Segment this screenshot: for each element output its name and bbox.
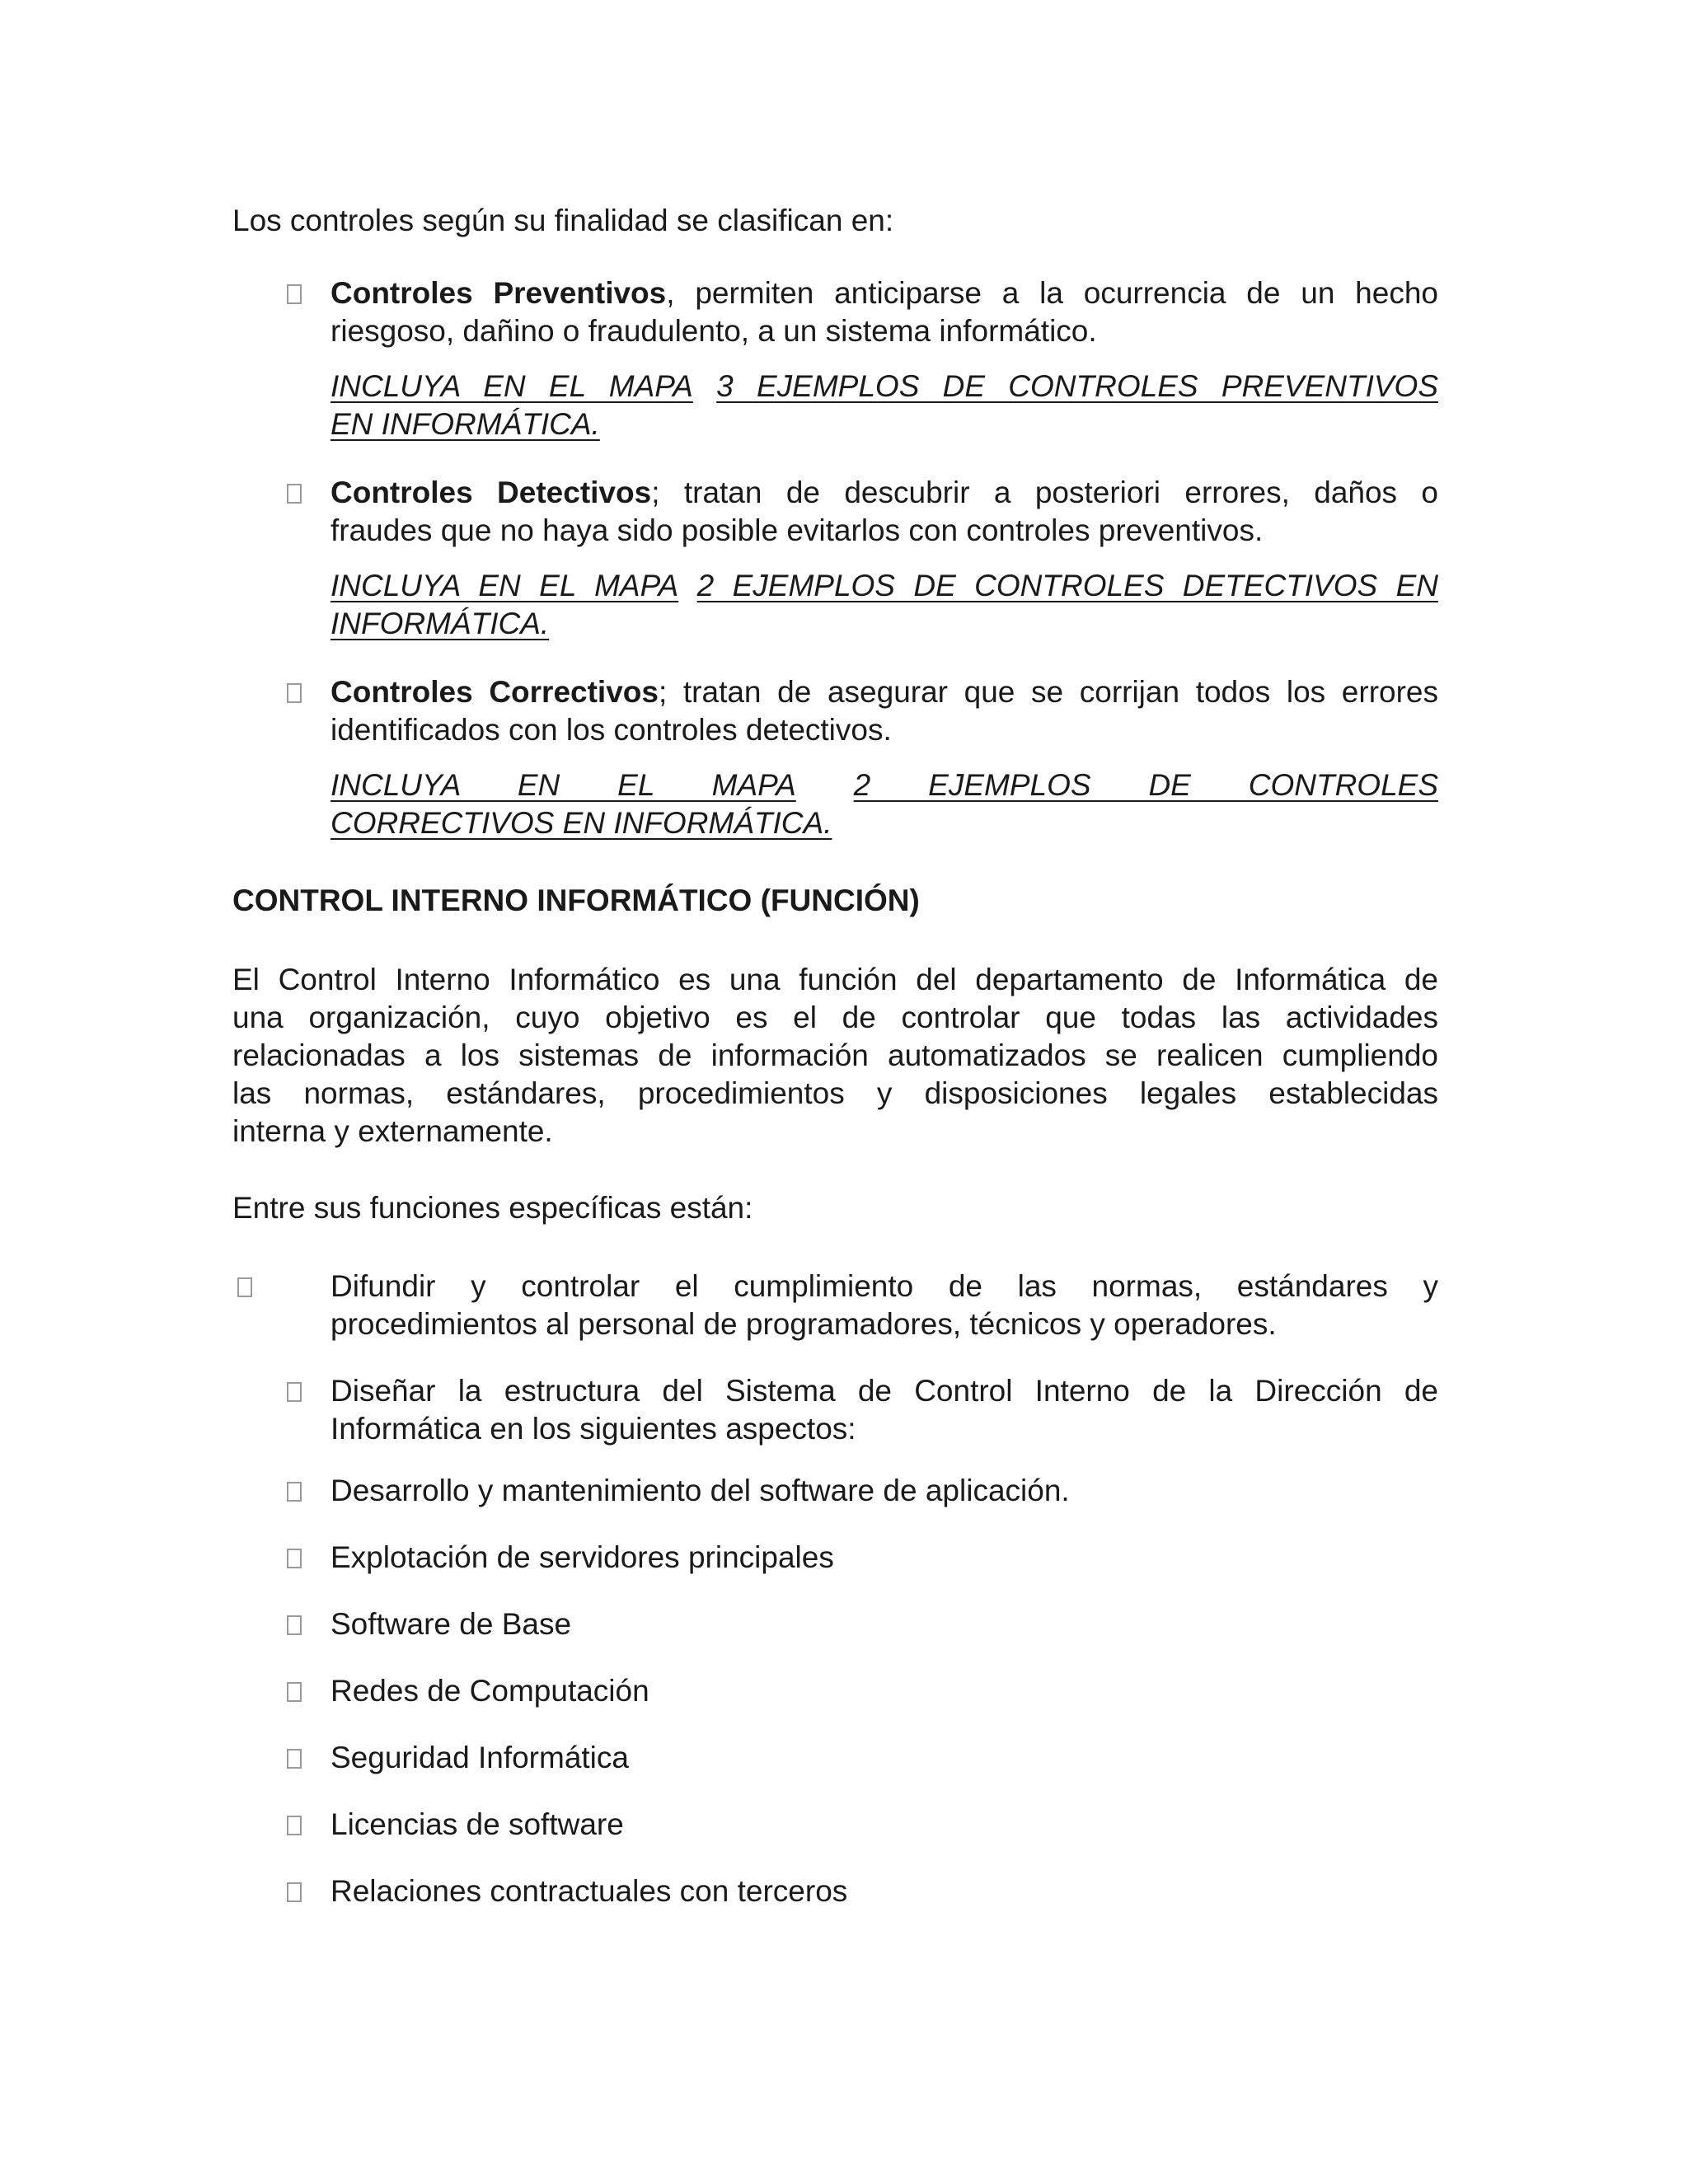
section-heading: CONTROL INTERNO INFORMÁTICO (FUNCIÓN) xyxy=(232,883,920,917)
detectivos-term: Controles Detectivos xyxy=(331,476,652,509)
preventivos-task-c: EN INFORMÁTICA. xyxy=(331,407,600,441)
checkbox-bullet-icon xyxy=(287,1749,302,1769)
correctivos-line1-text: ; tratan de asegurar que se corrijan todos los errores xyxy=(658,675,1439,709)
preventivos-task-a: INCLUYA EN EL MAPA xyxy=(331,369,693,403)
paragraph-line: El Control Interno Informático es una función del departamento de Informática de xyxy=(232,963,1438,996)
checkbox-bullet-icon xyxy=(287,1382,302,1402)
correctivos-task-c: CORRECTIVOS EN INFORMÁTICA. xyxy=(331,806,832,840)
correctivos-term: Controles Correctivos xyxy=(331,675,659,709)
detectivos-task-line1 xyxy=(331,567,1438,605)
aspect-item: Redes de Computación xyxy=(331,1674,649,1708)
checkbox-bullet-icon xyxy=(287,1882,302,1902)
correctivos-task-line1 xyxy=(331,766,1438,804)
detectivos-line2: fraudes que no haya sido posible evitarlos con controles preventivos. xyxy=(331,513,1264,547)
functions-intro: Entre sus funciones específicas están: xyxy=(232,1191,753,1225)
correctivos-line2: identificados con los controles detectivos. xyxy=(331,713,892,747)
checkbox-bullet-icon xyxy=(287,484,302,504)
aspect-item: Licencias de software xyxy=(331,1807,624,1841)
preventivos-line2: riesgoso, dañino o fraudulento, a un sistema informático. xyxy=(331,314,1097,348)
detectivos-task-b: 2 EJEMPLOS DE CONTROLES DETECTIVOS EN xyxy=(696,569,1439,602)
aspect-item: Explotación de servidores principales xyxy=(331,1540,834,1574)
aspect-item: Relaciones contractuales con terceros xyxy=(331,1874,848,1908)
aspect-item: Software de Base xyxy=(331,1607,572,1641)
function-1-line1: Difundir y controlar el cumplimiento de las normas, estándares y xyxy=(331,1269,1438,1303)
checkbox-bullet-icon xyxy=(287,1682,302,1702)
detectivos-task-c: INFORMÁTICA. xyxy=(331,607,550,640)
aspect-item: Seguridad Informática xyxy=(331,1741,629,1774)
correctivos-line1 xyxy=(331,673,1438,711)
paragraph-line: interna y externamente. xyxy=(232,1114,553,1148)
preventivos-line1 xyxy=(331,274,1438,312)
paragraph-line: las normas, estándares, procedimientos y disposiciones legales establecidas xyxy=(232,1076,1438,1110)
detectivos-task-a: INCLUYA EN EL MAPA xyxy=(331,569,679,602)
checkbox-bullet-icon xyxy=(287,1549,302,1568)
checkbox-bullet-icon xyxy=(287,1615,302,1635)
preventivos-task-b: 3 EJEMPLOS DE CONTROLES PREVENTIVOS xyxy=(716,369,1439,403)
checkbox-bullet-icon xyxy=(237,1277,252,1297)
preventivos-task-line1 xyxy=(331,368,1438,405)
checkbox-bullet-icon xyxy=(287,1482,302,1502)
preventivos-term: Controles Preventivos xyxy=(331,276,667,310)
aspect-item: Desarrollo y mantenimiento del software de aplicación. xyxy=(331,1474,1070,1507)
function-2-line2: Informática en los siguientes aspectos: xyxy=(331,1412,856,1446)
detectivos-line1 xyxy=(331,474,1438,512)
function-1-line2: procedimientos al personal de programadores, técnicos y operadores. xyxy=(331,1307,1277,1341)
checkbox-bullet-icon xyxy=(287,683,302,703)
correctivos-task-b: 2 EJEMPLOS DE CONTROLES xyxy=(853,768,1438,802)
checkbox-bullet-icon xyxy=(287,284,302,304)
checkbox-bullet-icon xyxy=(287,1816,302,1835)
preventivos-line1-text: , permiten anticiparse a la ocurrencia de un hecho xyxy=(666,276,1438,310)
paragraph-line: relacionadas a los sistemas de información automatizados se realicen cumpliendo xyxy=(232,1038,1438,1072)
correctivos-task-a: INCLUYA EN EL MAPA xyxy=(331,768,796,802)
paragraph-line: una organización, cuyo objetivo es el de controlar que todas las actividades xyxy=(232,1001,1438,1034)
function-2-line1: Diseñar la estructura del Sistema de Control Interno de la Dirección de xyxy=(331,1374,1438,1408)
detectivos-line1-text: ; tratan de descubrir a posteriori errores, daños o xyxy=(651,476,1438,509)
intro-text: Los controles según su finalidad se clasifican en: xyxy=(232,204,894,237)
